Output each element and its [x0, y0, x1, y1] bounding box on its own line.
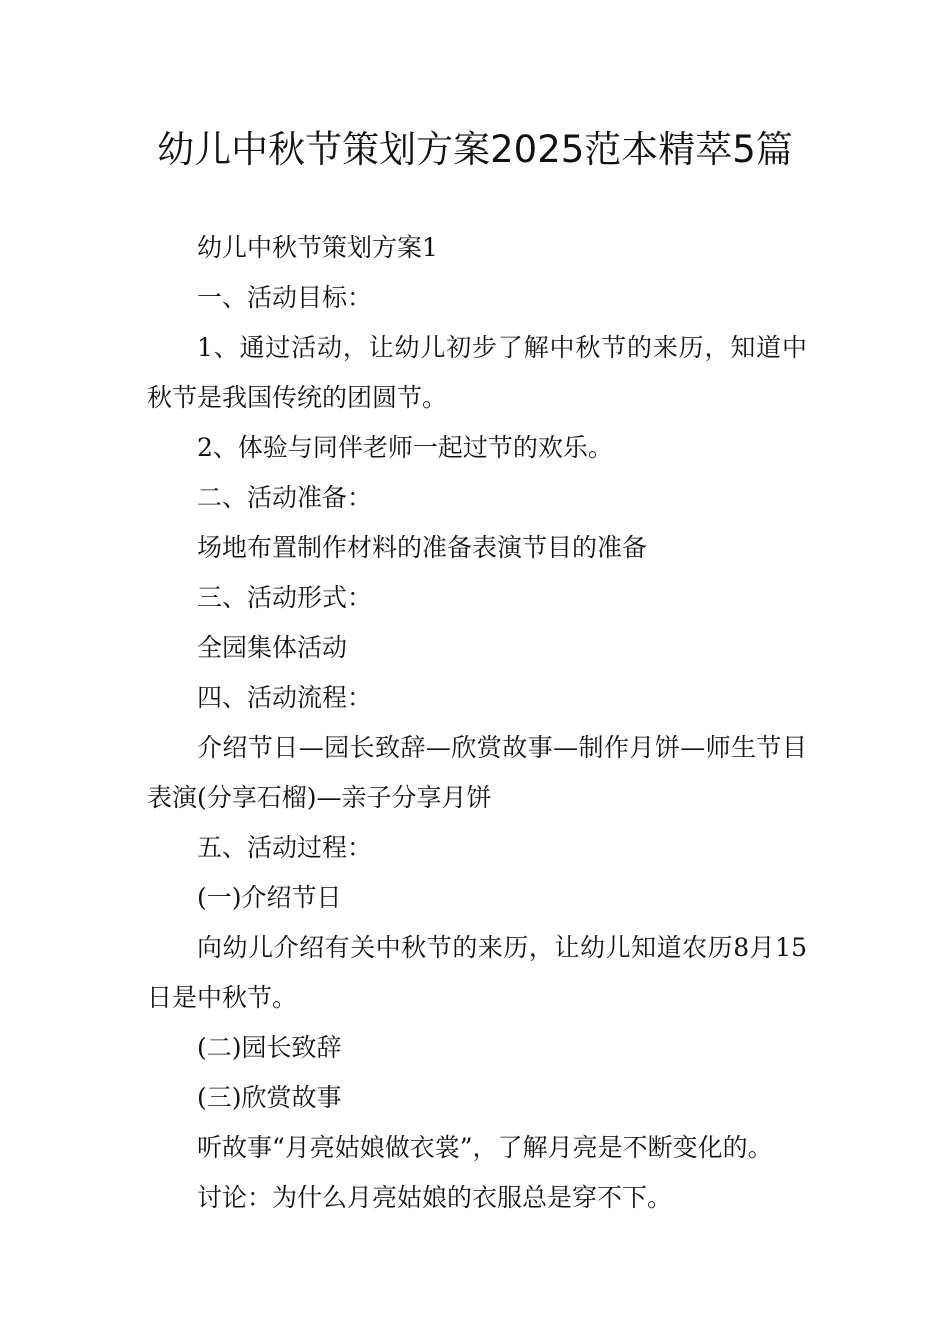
- document-title: 幼儿中秋节策划方案2025范本精萃5篇: [157, 128, 793, 171]
- paragraph: 一、活动目标：: [197, 283, 373, 312]
- paragraph: 听故事“月亮姑娘做衣裳”，了解月亮是不断变化的。: [197, 1133, 773, 1162]
- paragraph: 讨论：为什么月亮姑娘的衣服总是穿不下。: [197, 1183, 673, 1212]
- paragraph: 场地布置制作材料的准备表演节目的准备: [197, 533, 648, 562]
- paragraph: (三)欣赏故事: [197, 1083, 342, 1112]
- paragraph: 五、活动过程：: [197, 833, 373, 862]
- section-heading: 幼儿中秋节策划方案1: [197, 233, 438, 262]
- paragraph: 全园集体活动: [197, 633, 348, 662]
- paragraph: (二)园长致辞: [197, 1033, 342, 1062]
- paragraph: 2、体验与同伴老师一起过节的欢乐。: [197, 433, 613, 462]
- paragraph: 二、活动准备：: [197, 483, 373, 512]
- paragraph: (一)介绍节日: [197, 883, 342, 912]
- paragraph: 介绍节日—园长致辞—欣赏故事—制作月饼—师生节目表演(分享石榴)—亲子分享月饼: [147, 733, 807, 812]
- paragraph: 四、活动流程：: [197, 683, 373, 712]
- paragraph: 三、活动形式：: [197, 583, 373, 612]
- paragraph: 1、通过活动，让幼儿初步了解中秋节的来历，知道中秋节是我国传统的团圆节。: [147, 333, 807, 412]
- paragraph: 向幼儿介绍有关中秋节的来历，让幼儿知道农历8月15日是中秋节。: [147, 933, 807, 1012]
- document-body: [147, 223, 807, 1223]
